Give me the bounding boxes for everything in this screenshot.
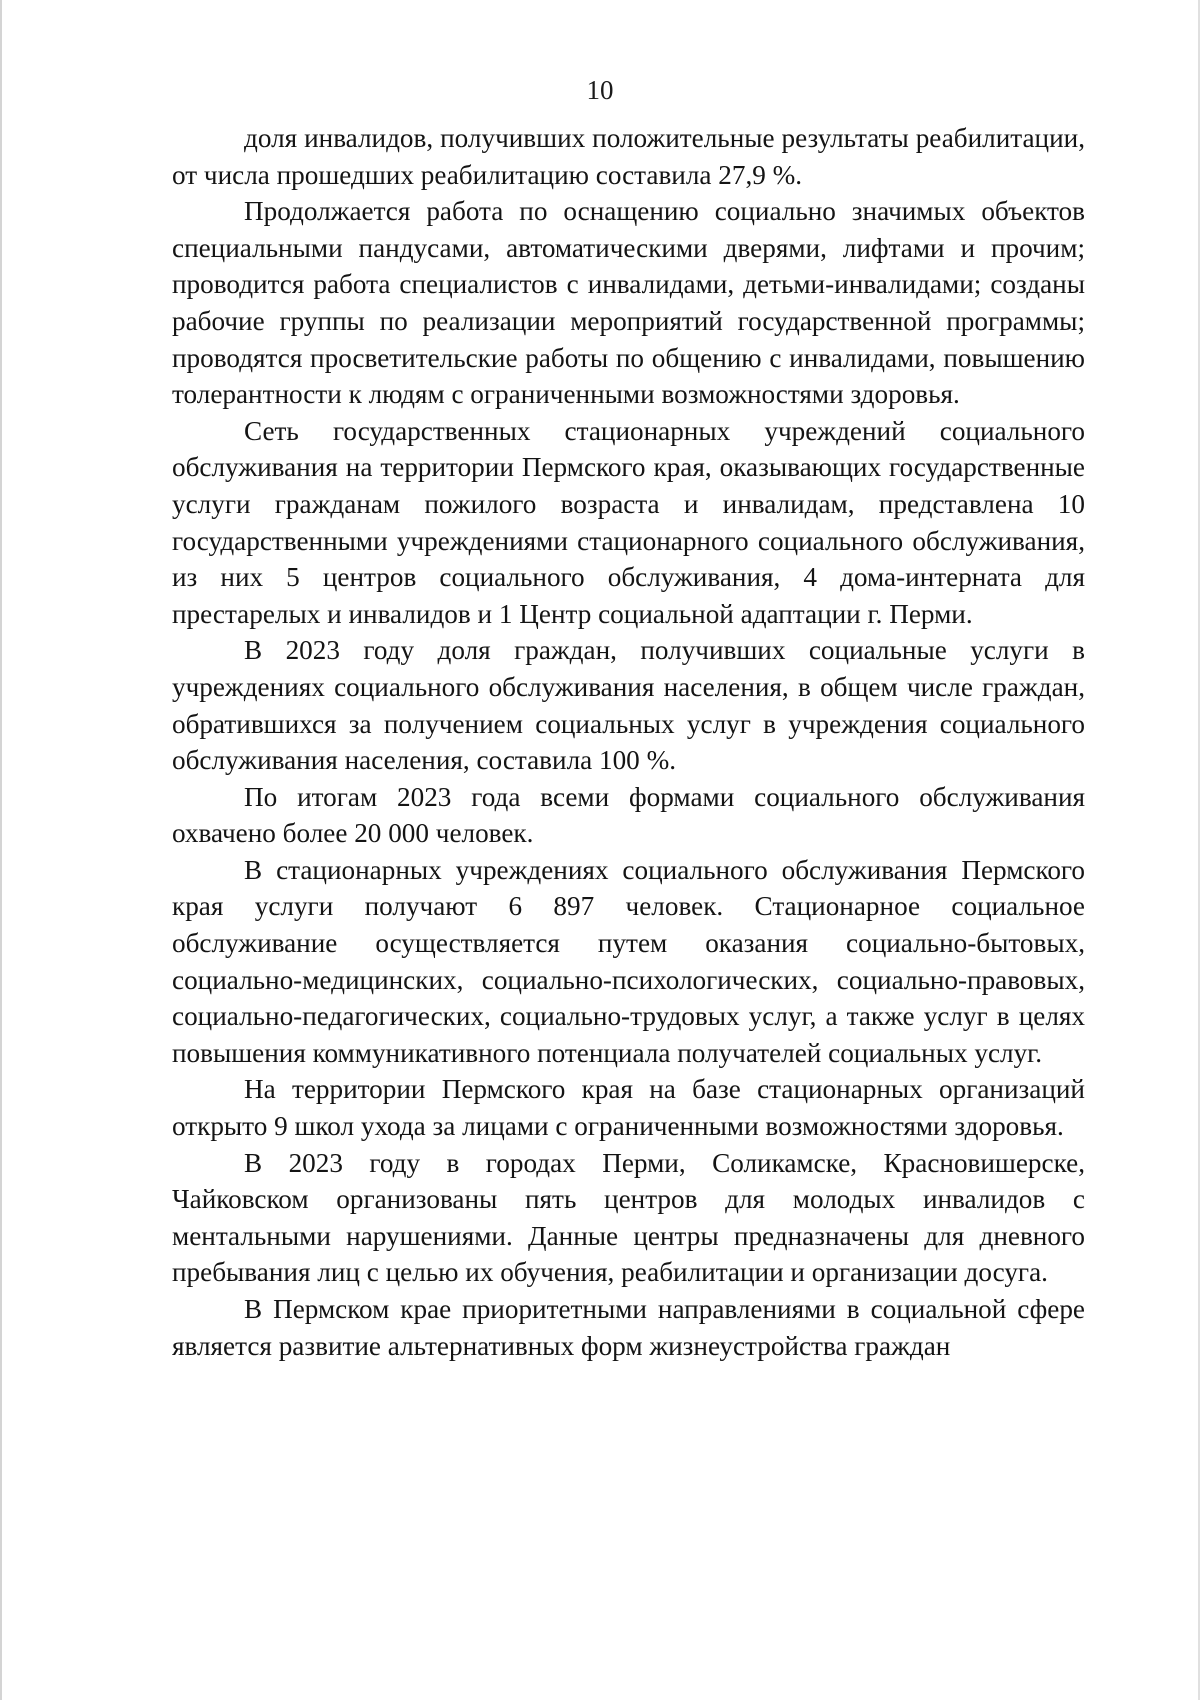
paragraph-coverage-2023: По итогам 2023 года всеми формами социального обслуживания охвачено более 20 000 человек.: [172, 781, 1085, 849]
paragraph-services-share-2023: В 2023 году доля граждан, получивших социальные услуги в учреждениях социального обслуживания населения, в общем числе граждан, обратившихся за получением социальных услуг в учреждения социального обслуживания населения, составила 100 %.: [172, 635, 1085, 776]
document-body: [172, 120, 1085, 1364]
paragraph-priority-directions: В Пермском крае приоритетными направлениями в социальной сфере является развитие альтернативных форм жизнеустройства граждан: [172, 1294, 1085, 1361]
paragraph-stationary-network: Сеть государственных стационарных учреждений социального обслуживания на территории Пермского края, оказывающих государственные услуги гражданам пожилого возраста и инвалидам, представлена 10 государственными учреждениями стационарного социального обслуживания, из них 5 центров социального обслуживания, 4 дома-интерната для престарелых и инвалидов и 1 Центр социальной адаптации г. Перми.: [172, 415, 1085, 629]
paragraph-accessibility-work: Продолжается работа по оснащению социально значимых объектов специальными пандусами, автоматическими дверями, лифтами и прочим; проводится работа специалистов с инвалидами, детьми-инвалидами; созданы рабочие группы по реализации мероприятий государственной программы; проводятся просветительские работы по общению с инвалидами, повышению толерантности к людям с ограниченными возможностями здоровья.: [172, 196, 1085, 410]
paragraph-youth-centers: В 2023 году в городах Перми, Соликамске, Красновишерске, Чайковском организованы пять центров для молодых инвалидов с ментальными нарушениями. Данные центры предназначены для дневного пребывания лиц с целью их обучения, реабилитации и организации досуга.: [172, 1147, 1085, 1288]
paragraph-stationary-services: В стационарных учреждениях социального обслуживания Пермского края услуги получают 6 897 человек. Стационарное социальное обслуживание осуществляется путем оказания социально-бытовых, социально-медицинских, социально-психологических, социально-правовых, социально-педагогических, социально-трудовых услуг, а также услуг в целях повышения коммуникативного потенциала получателей социальных услуг.: [172, 854, 1085, 1068]
paragraph-rehabilitation-share: доля инвалидов, получивших положительные результаты реабилитации, от числа прошедших реабилитацию составила 27,9 %.: [172, 123, 1085, 190]
page-number: 10: [586, 75, 614, 105]
page-left-edge: [0, 0, 2, 1700]
paragraph-care-schools: На территории Пермского края на базе стационарных организаций открыто 9 школ ухода за лицами с ограниченными возможностями здоровья.: [172, 1074, 1085, 1142]
